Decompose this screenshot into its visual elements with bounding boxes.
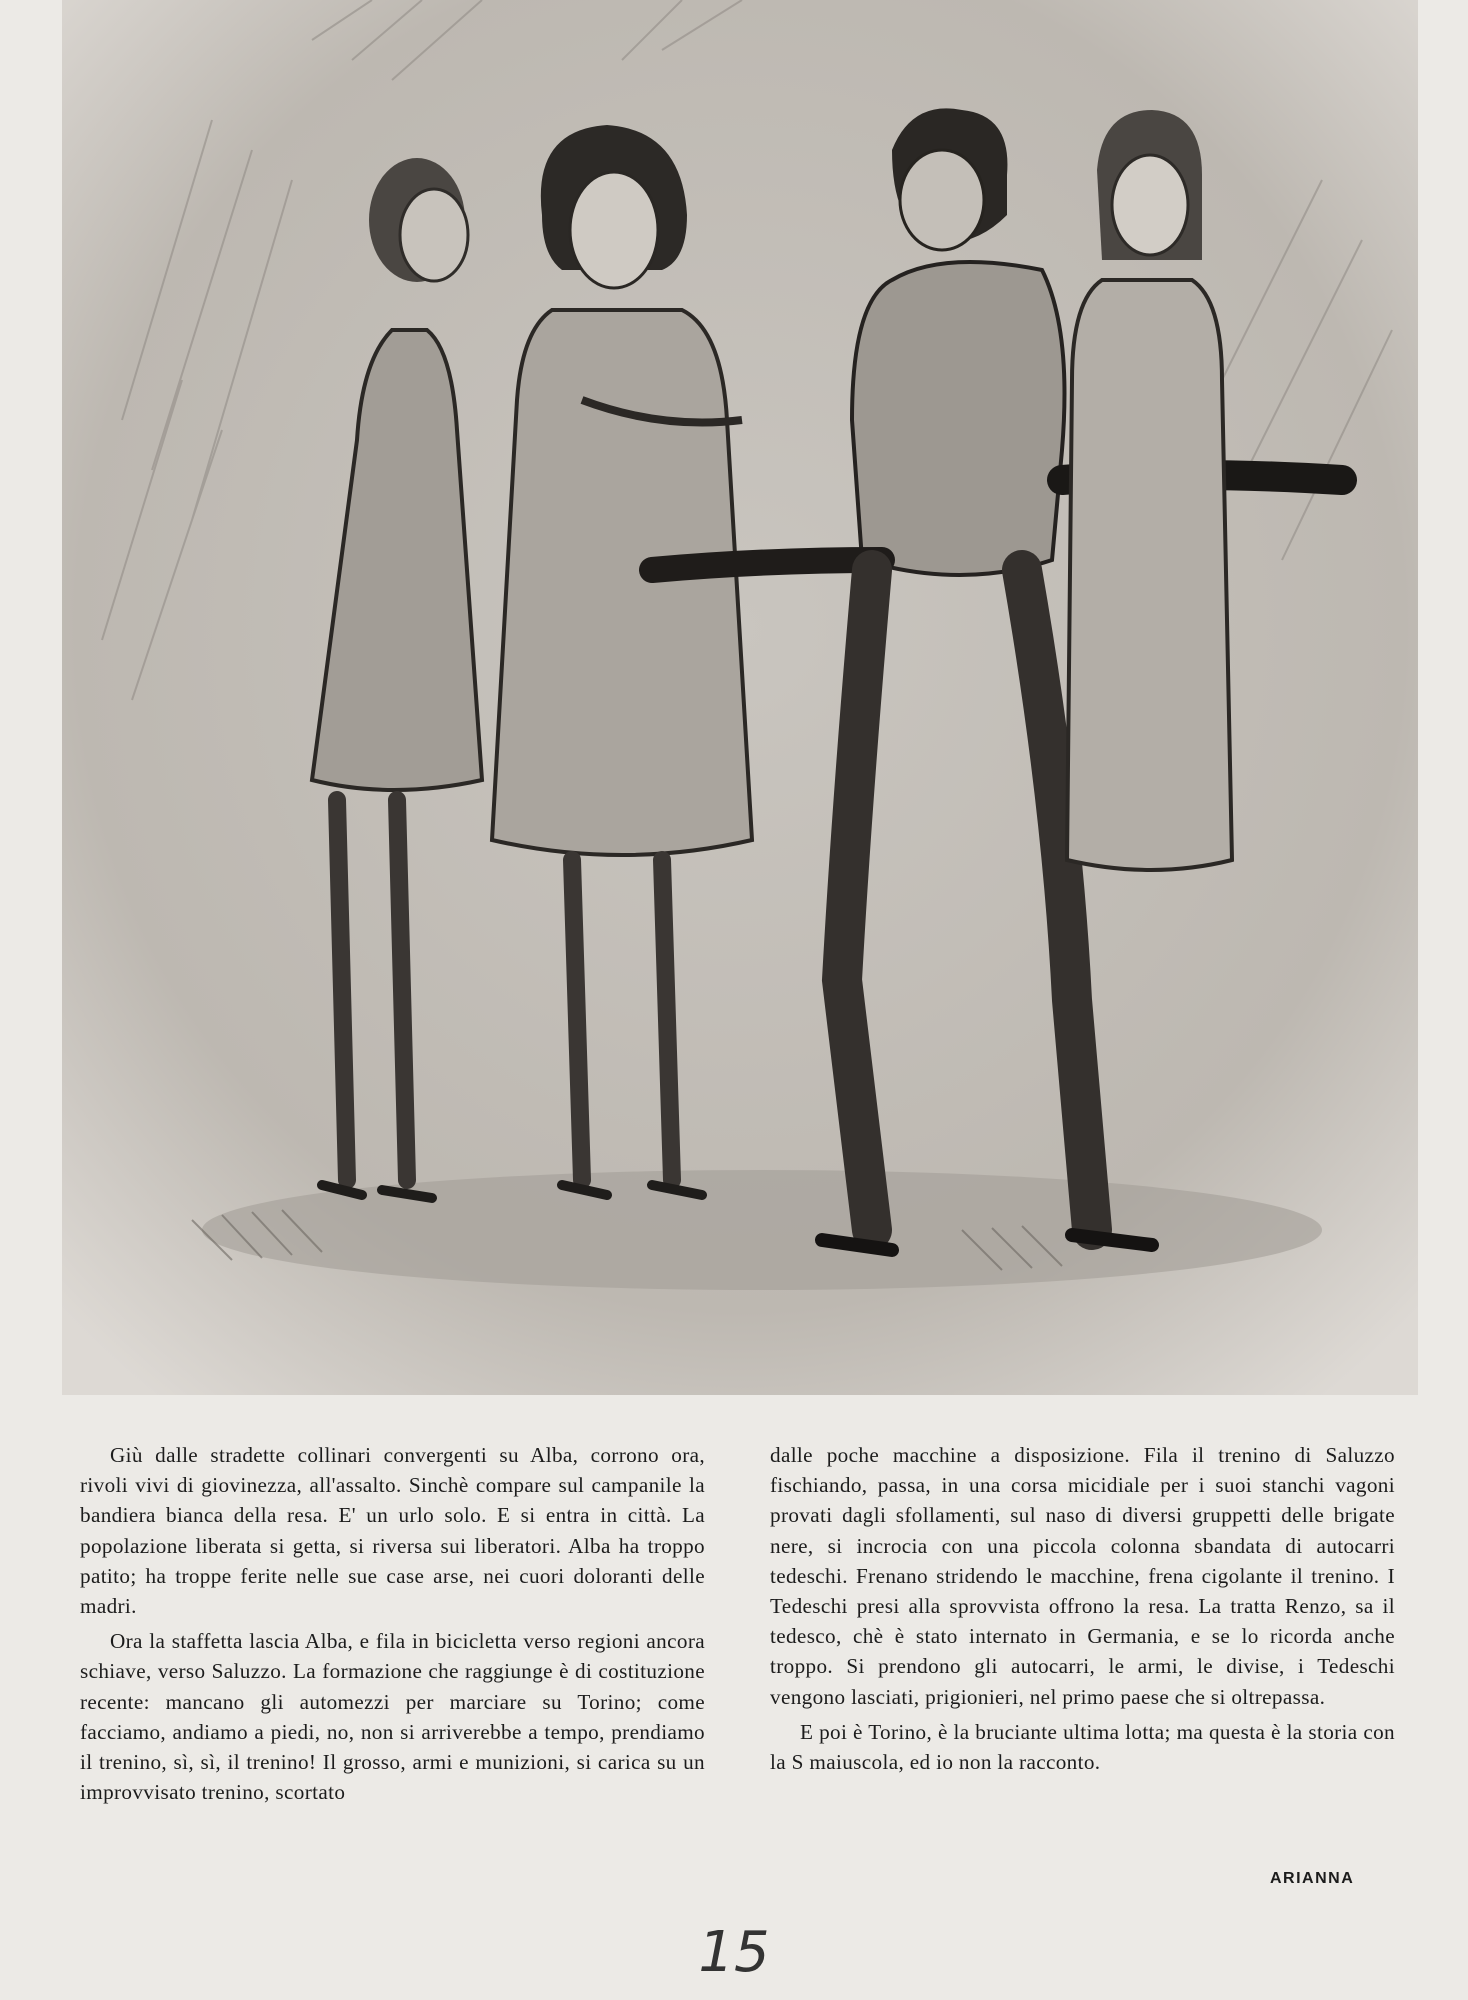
drawing-figures [62,0,1418,1395]
author-signature: ARIANNA [1270,1870,1355,1887]
paragraph: Giù dalle stradette collinari convergenti su Alba, corrono ora, rivoli vivi di giovinezza, all'assalto. Sinchè compare sul campanile la bandiera bianca della resa. E' un urlo solo. E si entra in città. La popolazione liberata si getta, si riversa sui liberatori. Alba ha troppo patito; ha troppe ferite nelle sue case arse, nei cuori doloranti delle madri. [80,1443,705,1619]
paragraph: Ora la staffetta lascia Alba, e fila in bicicletta verso regioni ancora schiave, verso Saluzzo. La formazione che raggiunge è di costituzione recente: mancano gli automezzi per marciare su Torino; come facciamo, andiamo a piedi, no, non si arriverebbe a tempo, prendiamo il trenino, sì, sì, il trenino! Il grosso, armi e munizioni, si carica su un improvvisato trenino, scortato [80,1629,705,1805]
article-text [80,1440,1395,1807]
column-left [80,1440,705,1807]
illustration [62,0,1418,1395]
paragraph: E poi è Torino, è la bruciante ultima lotta; ma questa è la storia con la S maiuscola, ed io non la racconto. [770,1719,1395,1775]
paragraph: dalle poche macchine a disposizione. Fila il trenino di Saluzzo fischiando, passa, in una corsa micidiale per i suoi stanchi vagoni provati dagli sfollamenti, sul naso di diversi gruppetti delle brigate nere, si incrocia con una piccola colonna sbandata di autocarri tedeschi. Frenano stridendo le macchine, frena cigolante il trenino. I Tedeschi presi alla sprovvista offrono la resa. La tratta Renzo, sa il tedesco, chè è stato internato in Germania, e se lo ricorda anche troppo. Si prendono gli autocarri, le armi, le divise, i Tedeschi vengono lasciati, prigionieri, nel primo paese che si oltrepassa. [770,1443,1395,1709]
column-right [770,1440,1395,1807]
page-number: 15 [698,1920,770,1985]
